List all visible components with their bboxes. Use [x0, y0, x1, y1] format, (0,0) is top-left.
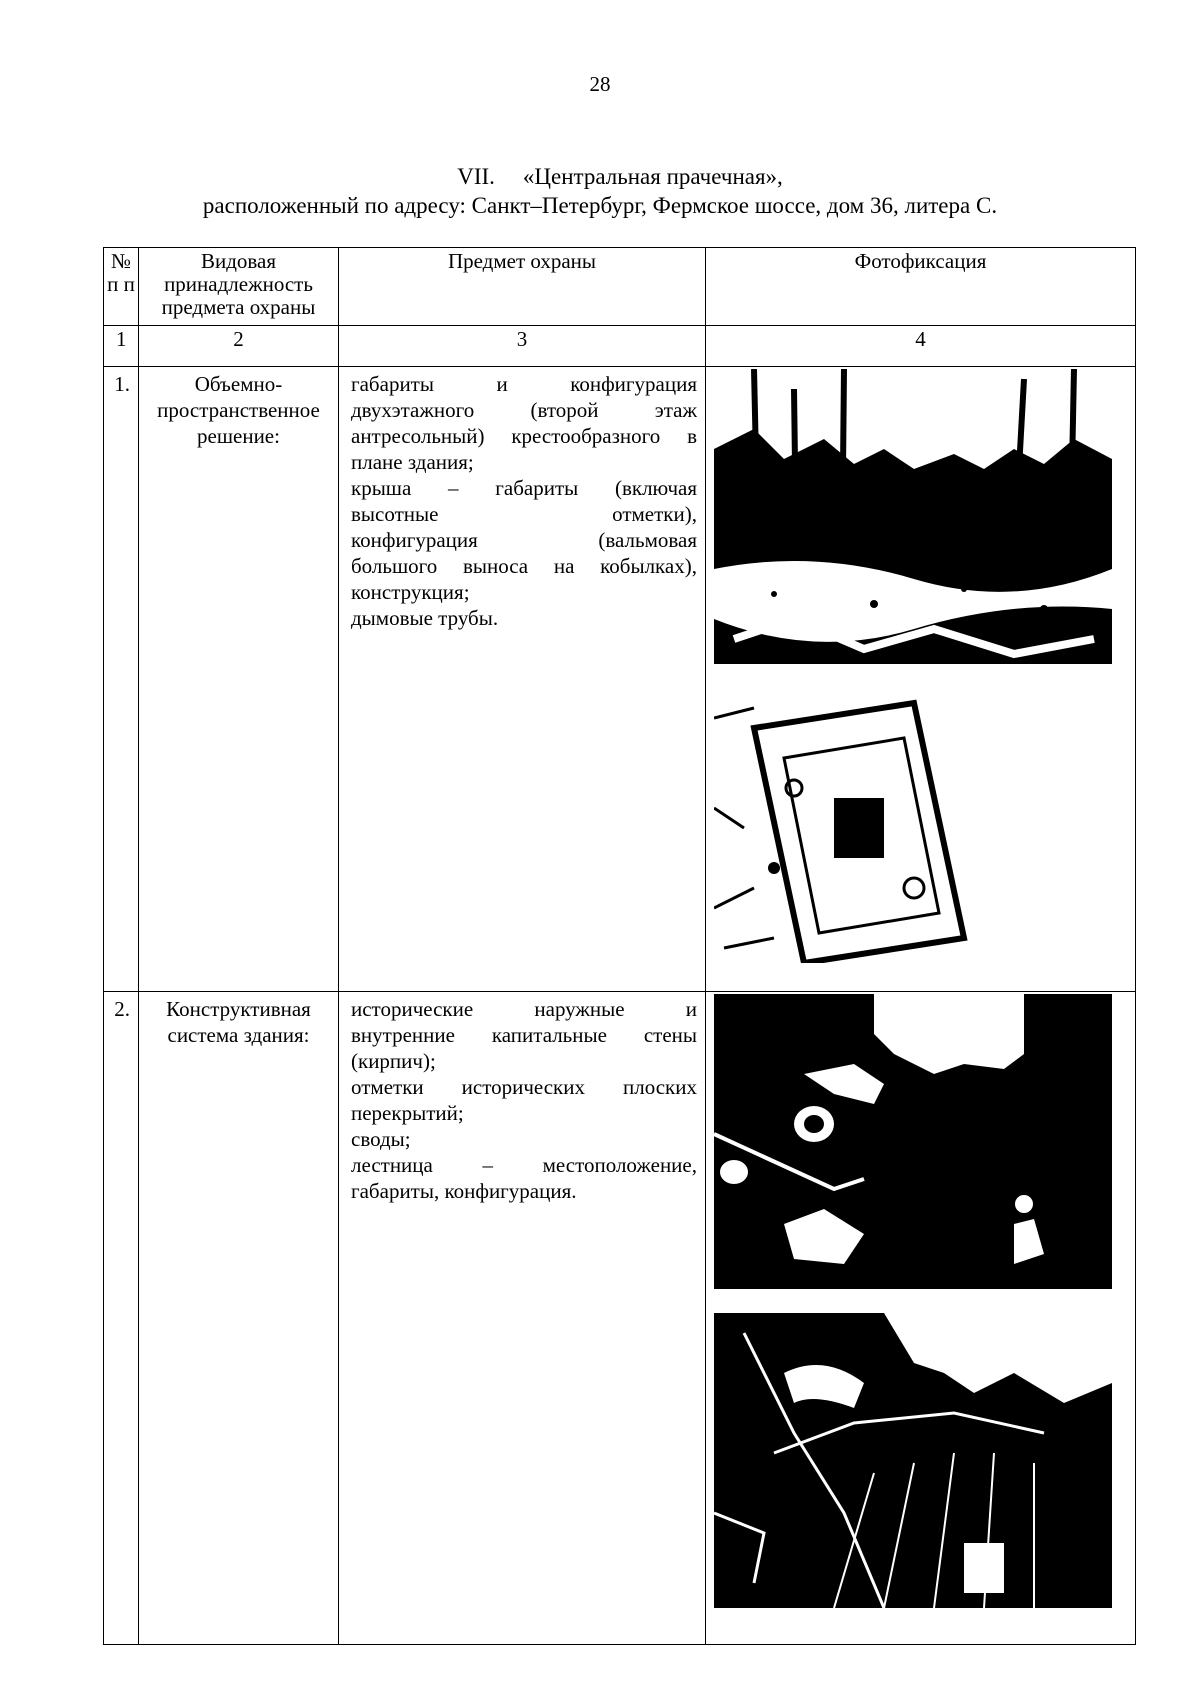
building-exterior-photo	[714, 369, 1112, 664]
row-subject: исторические наружные и внутренние капитальные стены (кирпич); отметки исторических плоских перекрытий; своды; лестница – местоположение, габариты, конфигурация.	[339, 992, 706, 1645]
aerial-plan-photo	[714, 688, 989, 963]
index-cell: 2	[139, 326, 339, 367]
header-kind: Видовая принадлежность предмета охраны	[139, 248, 339, 326]
object-name: «Центральная прачечная»,	[522, 164, 783, 189]
header-subject: Предмет охраны	[339, 248, 706, 326]
row-photos	[706, 992, 1136, 1645]
row-photos	[706, 367, 1136, 992]
row-kind: Объемно- пространственное решение:	[139, 367, 339, 992]
index-cell: 1	[104, 326, 139, 367]
index-cell: 4	[706, 326, 1136, 367]
object-address: расположенный по адресу: Санкт–Петербург, Фермское шоссе, дом 36, литера С.	[202, 193, 998, 218]
table-index-row	[104, 326, 1136, 367]
protection-subject-table	[103, 247, 1136, 1645]
row-number: 1.	[104, 367, 139, 992]
section-roman-numeral: VII.	[457, 164, 495, 189]
header-number: № п п	[104, 248, 139, 326]
staircase-photo	[714, 1313, 1112, 1608]
table-header-row	[104, 248, 1136, 326]
index-cell: 3	[339, 326, 706, 367]
table-row	[104, 367, 1136, 992]
section-title	[120, 162, 1080, 220]
header-photo: Фотофиксация	[706, 248, 1136, 326]
interior-vault-photo	[714, 994, 1112, 1289]
row-kind: Конструктивная система здания:	[139, 992, 339, 1645]
page-number: 28	[589, 72, 611, 96]
row-number: 2.	[104, 992, 139, 1645]
table-row	[104, 992, 1136, 1645]
row-subject: габариты и конфигурация двухэтажного (второй этаж антресольный) крестообразного в плане здания; крыша – габариты (включая высотные отметки), конфигурация (вальмовая большого выноса на кобылках), конструкция; дымовые трубы.	[339, 367, 706, 992]
